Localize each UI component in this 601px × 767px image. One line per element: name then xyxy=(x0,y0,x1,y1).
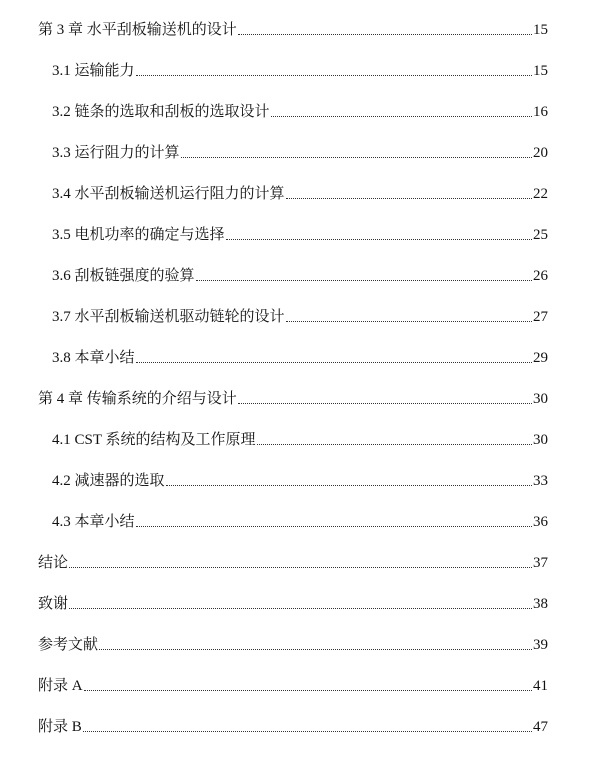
toc-entry-page: 16 xyxy=(533,104,548,120)
toc-entry-title: 3.1 运输能力 xyxy=(52,63,135,79)
toc-entry[interactable] xyxy=(0,705,601,746)
toc-entry-title: 第 3 章 水平刮板输送机的设计 xyxy=(38,22,237,38)
toc-entry-page: 37 xyxy=(533,555,548,571)
dot-leader xyxy=(136,525,532,527)
toc-entry[interactable] xyxy=(0,49,601,90)
toc-entry-page: 41 xyxy=(533,678,548,694)
toc-entry-title: 4.3 本章小结 xyxy=(52,514,135,530)
toc-entry-title: 第 4 章 传输系统的介绍与设计 xyxy=(38,391,237,407)
toc-entry-title: 附录 B xyxy=(38,719,82,735)
dot-leader xyxy=(69,607,532,609)
table-of-contents xyxy=(0,8,601,746)
dot-leader xyxy=(69,566,532,568)
dot-leader xyxy=(99,648,532,650)
toc-entry-page: 20 xyxy=(533,145,548,161)
toc-entry[interactable] xyxy=(0,664,601,705)
toc-entry-title: 附录 A xyxy=(38,678,83,694)
toc-entry-page: 25 xyxy=(533,227,548,243)
toc-entry[interactable] xyxy=(0,336,601,377)
toc-entry-page: 30 xyxy=(533,391,548,407)
toc-entry[interactable] xyxy=(0,623,601,664)
toc-entry-page: 27 xyxy=(533,309,548,325)
toc-entry-page: 30 xyxy=(533,432,548,448)
toc-entry-title: 4.1 CST 系统的结构及工作原理 xyxy=(52,432,256,448)
toc-entry-title: 结论 xyxy=(38,555,69,571)
toc-entry[interactable] xyxy=(0,213,601,254)
dot-leader xyxy=(196,279,532,281)
toc-entry-title: 3.2 链条的选取和刮板的选取设计 xyxy=(52,104,270,120)
toc-entry[interactable] xyxy=(0,295,601,336)
toc-entry[interactable] xyxy=(0,90,601,131)
dot-leader xyxy=(83,730,532,732)
dot-leader xyxy=(136,74,532,76)
dot-leader xyxy=(286,320,532,322)
dot-leader xyxy=(84,689,532,691)
toc-entry-page: 47 xyxy=(533,719,548,735)
toc-entry-title: 参考文献 xyxy=(38,637,99,653)
dot-leader xyxy=(271,115,532,117)
toc-entry[interactable] xyxy=(0,418,601,459)
toc-entry-title: 3.5 电机功率的确定与选择 xyxy=(52,227,225,243)
toc-entry-title: 4.2 减速器的选取 xyxy=(52,473,165,489)
toc-entry[interactable] xyxy=(0,459,601,500)
dot-leader xyxy=(238,33,532,35)
toc-entry-page: 26 xyxy=(533,268,548,284)
toc-entry-page: 36 xyxy=(533,514,548,530)
dot-leader xyxy=(286,197,532,199)
toc-entry-page: 29 xyxy=(533,350,548,366)
toc-entry[interactable] xyxy=(0,541,601,582)
dot-leader xyxy=(257,443,533,445)
toc-entry-page: 38 xyxy=(533,596,548,612)
toc-entry-page: 22 xyxy=(533,186,548,202)
dot-leader xyxy=(136,361,532,363)
toc-entry-title: 3.4 水平刮板输送机运行阻力的计算 xyxy=(52,186,285,202)
toc-entry[interactable] xyxy=(0,377,601,418)
toc-entry[interactable] xyxy=(0,254,601,295)
toc-entry[interactable] xyxy=(0,8,601,49)
toc-entry[interactable] xyxy=(0,582,601,623)
dot-leader xyxy=(181,156,532,158)
toc-entry-page: 15 xyxy=(533,22,548,38)
toc-entry[interactable] xyxy=(0,500,601,541)
dot-leader xyxy=(226,238,532,240)
toc-entry-title: 3.3 运行阻力的计算 xyxy=(52,145,180,161)
toc-entry-page: 39 xyxy=(533,637,548,653)
toc-entry-title: 3.6 刮板链强度的验算 xyxy=(52,268,195,284)
toc-entry-title: 3.7 水平刮板输送机驱动链轮的设计 xyxy=(52,309,285,325)
dot-leader xyxy=(238,402,532,404)
dot-leader xyxy=(166,484,532,486)
toc-entry[interactable] xyxy=(0,172,601,213)
toc-entry[interactable] xyxy=(0,131,601,172)
toc-entry-page: 33 xyxy=(533,473,548,489)
toc-entry-title: 致谢 xyxy=(38,596,69,612)
toc-entry-page: 15 xyxy=(533,63,548,79)
toc-entry-title: 3.8 本章小结 xyxy=(52,350,135,366)
